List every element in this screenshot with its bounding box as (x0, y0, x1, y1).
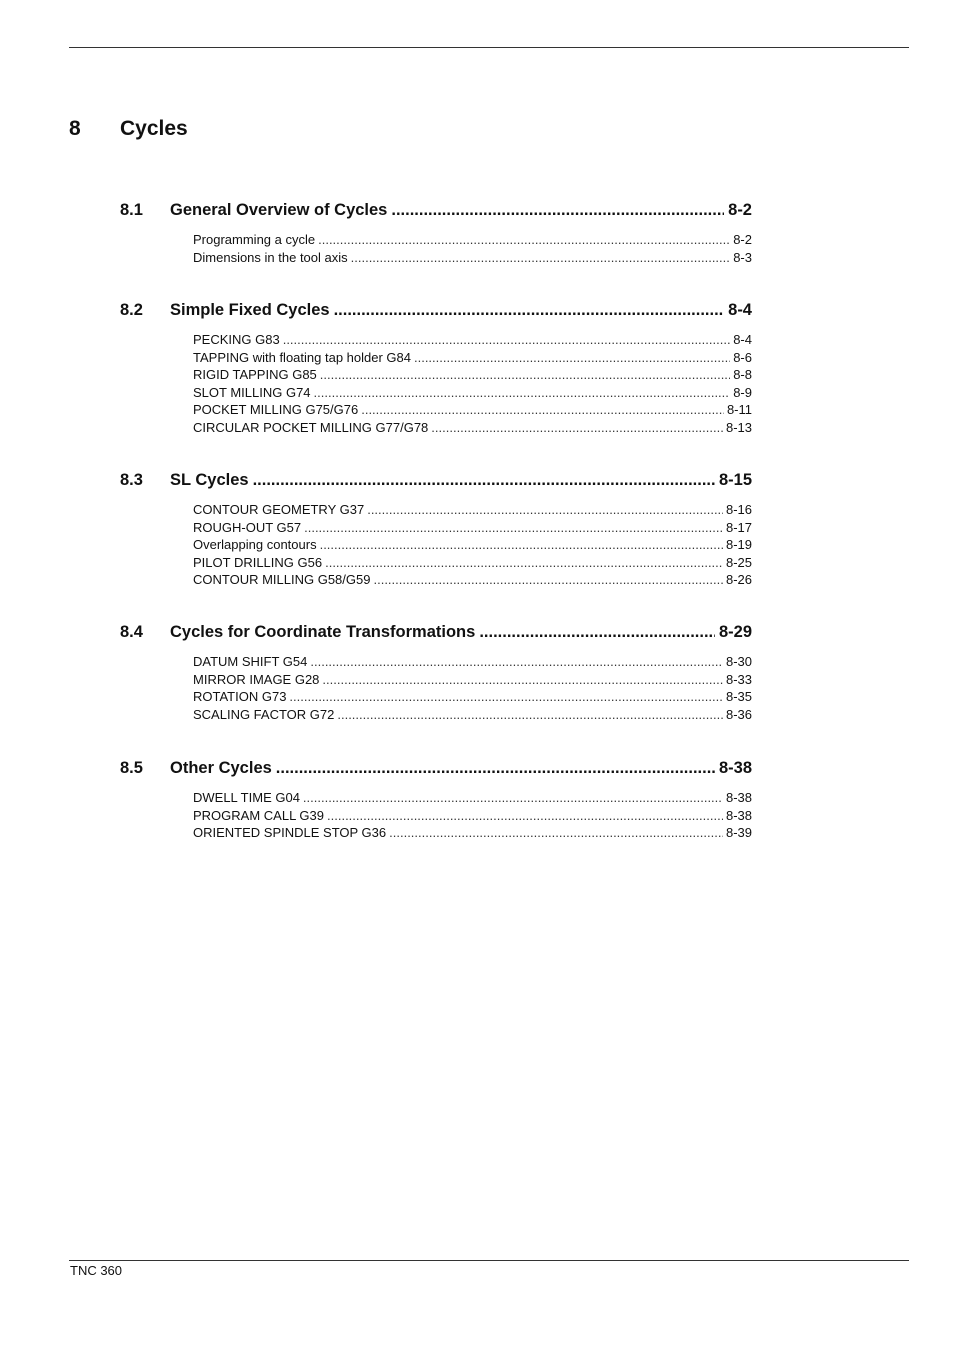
dot-leader (283, 332, 731, 347)
entry-title: PECKING G83 (193, 332, 280, 347)
entry-title: DATUM SHIFT G54 (193, 654, 308, 669)
entry-title: POCKET MILLING G75/G76 (193, 402, 359, 417)
dot-leader (303, 790, 723, 805)
entry-title: Dimensions in the tool axis (193, 249, 348, 265)
entry-title: PROGRAM CALL G39 (193, 807, 325, 823)
toc-entry[interactable] (193, 520, 752, 538)
chapter-number: 8 (69, 117, 81, 140)
section-page-number: 8-15 (718, 471, 752, 489)
entry-list (193, 332, 752, 437)
entry-page-number: 8-6 (733, 349, 752, 365)
entry-title: Programming a cycle (193, 232, 316, 247)
entry-page-number: 8-36 (725, 706, 752, 722)
section-title: General Overview of Cycles (170, 201, 388, 219)
section-heading[interactable] (0, 201, 954, 225)
dot-leader (253, 471, 715, 490)
toc-entry[interactable] (193, 808, 752, 826)
section-page-number: 8-29 (718, 623, 752, 641)
dot-leader (479, 623, 715, 642)
entry-list (193, 790, 752, 843)
section-number: 8.2 (120, 301, 143, 319)
entry-page-number: 8-25 (725, 554, 752, 570)
section-number: 8.3 (120, 471, 143, 489)
entry-title: Overlapping contours (193, 537, 317, 552)
toc-entry[interactable] (193, 250, 752, 268)
entry-list (193, 232, 752, 267)
toc-entry[interactable] (193, 707, 752, 725)
entry-title: TAPPING with floating tap holder G84 (193, 349, 411, 365)
section-line (170, 759, 752, 778)
toc-section (0, 471, 954, 587)
entry-page-number: 8-16 (725, 502, 752, 517)
footer-label: TNC 360 (70, 1263, 123, 1278)
entry-title: ROUGH-OUT G57 (193, 519, 302, 535)
dot-leader (373, 572, 722, 587)
toc-entry[interactable] (193, 420, 752, 438)
section-page-number: 8-4 (728, 301, 752, 319)
entry-page-number: 8-17 (725, 519, 752, 535)
toc-entry[interactable] (193, 654, 752, 672)
entry-page-number: 8-3 (733, 249, 752, 265)
dot-leader (327, 808, 723, 823)
entry-title: RIGID TAPPING G85 (193, 367, 317, 382)
section-line (170, 201, 752, 220)
dot-leader (320, 537, 723, 552)
dot-leader (361, 402, 724, 417)
toc-entry[interactable] (193, 825, 752, 843)
toc-section (0, 201, 954, 265)
entry-page-number: 8-30 (725, 654, 752, 669)
section-title: SL Cycles (170, 471, 249, 489)
toc-entry[interactable] (193, 689, 752, 707)
entry-page-number: 8-13 (725, 419, 752, 435)
dot-leader (389, 825, 723, 840)
section-line (170, 471, 752, 490)
section-page-number: 8-38 (718, 759, 752, 777)
entry-title: ORIENTED SPINDLE STOP G36 (193, 825, 387, 840)
dot-leader (414, 350, 730, 365)
toc-entry[interactable] (193, 350, 752, 368)
dot-leader (334, 301, 725, 320)
section-number: 8.5 (120, 759, 143, 777)
entry-page-number: 8-38 (725, 790, 752, 805)
entry-page-number: 8-38 (725, 807, 752, 823)
toc-section (0, 301, 954, 435)
dot-leader (310, 654, 723, 669)
toc-entry[interactable] (193, 402, 752, 420)
entry-title: MIRROR IMAGE G28 (193, 671, 320, 687)
section-title: Cycles for Coordinate Transformations (170, 623, 476, 641)
entry-title: PILOT DRILLING G56 (193, 554, 323, 570)
chapter-title: Cycles (120, 117, 188, 140)
toc-entry[interactable] (193, 790, 752, 808)
dot-leader (320, 367, 730, 382)
section-title: Simple Fixed Cycles (170, 301, 330, 319)
section-line (170, 623, 752, 642)
dot-leader (337, 707, 723, 722)
entry-list (193, 502, 752, 590)
section-line (170, 301, 752, 320)
toc-entry[interactable] (193, 385, 752, 403)
toc-section (0, 759, 954, 840)
toc-entry[interactable] (193, 332, 752, 350)
entry-page-number: 8-33 (725, 671, 752, 687)
entry-page-number: 8-35 (725, 689, 752, 704)
toc-entry[interactable] (193, 572, 752, 590)
toc-entry[interactable] (193, 232, 752, 250)
section-heading[interactable] (0, 623, 954, 647)
entry-page-number: 8-19 (725, 537, 752, 552)
dot-leader (276, 759, 715, 778)
entry-page-number: 8-2 (733, 232, 752, 247)
dot-leader (322, 672, 723, 687)
dot-leader (367, 502, 723, 517)
entry-title: ROTATION G73 (193, 689, 287, 704)
section-heading[interactable] (0, 301, 954, 325)
header-rule (69, 47, 909, 48)
entry-title: CONTOUR MILLING G58/G59 (193, 572, 371, 587)
section-number: 8.4 (120, 623, 143, 641)
dot-leader (391, 201, 724, 220)
entry-title: SCALING FACTOR G72 (193, 706, 335, 722)
dot-leader (304, 520, 723, 535)
dot-leader (431, 420, 723, 435)
entry-page-number: 8-4 (733, 332, 752, 347)
entry-title: CONTOUR GEOMETRY G37 (193, 502, 365, 517)
section-title: Other Cycles (170, 759, 272, 777)
section-heading[interactable] (0, 759, 954, 783)
entry-title: SLOT MILLING G74 (193, 384, 311, 400)
dot-leader (289, 689, 723, 704)
dot-leader (325, 555, 723, 570)
dot-leader (314, 385, 731, 400)
entry-page-number: 8-39 (725, 825, 752, 840)
dot-leader (351, 250, 731, 265)
entry-page-number: 8-8 (733, 367, 752, 382)
toc-entry[interactable] (193, 555, 752, 573)
section-page-number: 8-2 (728, 201, 752, 219)
toc-entry[interactable] (193, 672, 752, 690)
entry-title: DWELL TIME G04 (193, 790, 300, 805)
section-heading[interactable] (0, 471, 954, 495)
entry-page-number: 8-11 (726, 402, 752, 417)
toc-entry[interactable] (193, 502, 752, 520)
entry-page-number: 8-26 (725, 572, 752, 587)
toc-entry[interactable] (193, 367, 752, 385)
entry-title: CIRCULAR POCKET MILLING G77/G78 (193, 419, 429, 435)
toc-section (0, 623, 954, 722)
section-number: 8.1 (120, 201, 143, 219)
footer-rule (69, 1260, 909, 1261)
entry-page-number: 8-9 (733, 384, 752, 400)
dot-leader (318, 232, 730, 247)
entry-list (193, 654, 752, 724)
toc-entry[interactable] (193, 537, 752, 555)
